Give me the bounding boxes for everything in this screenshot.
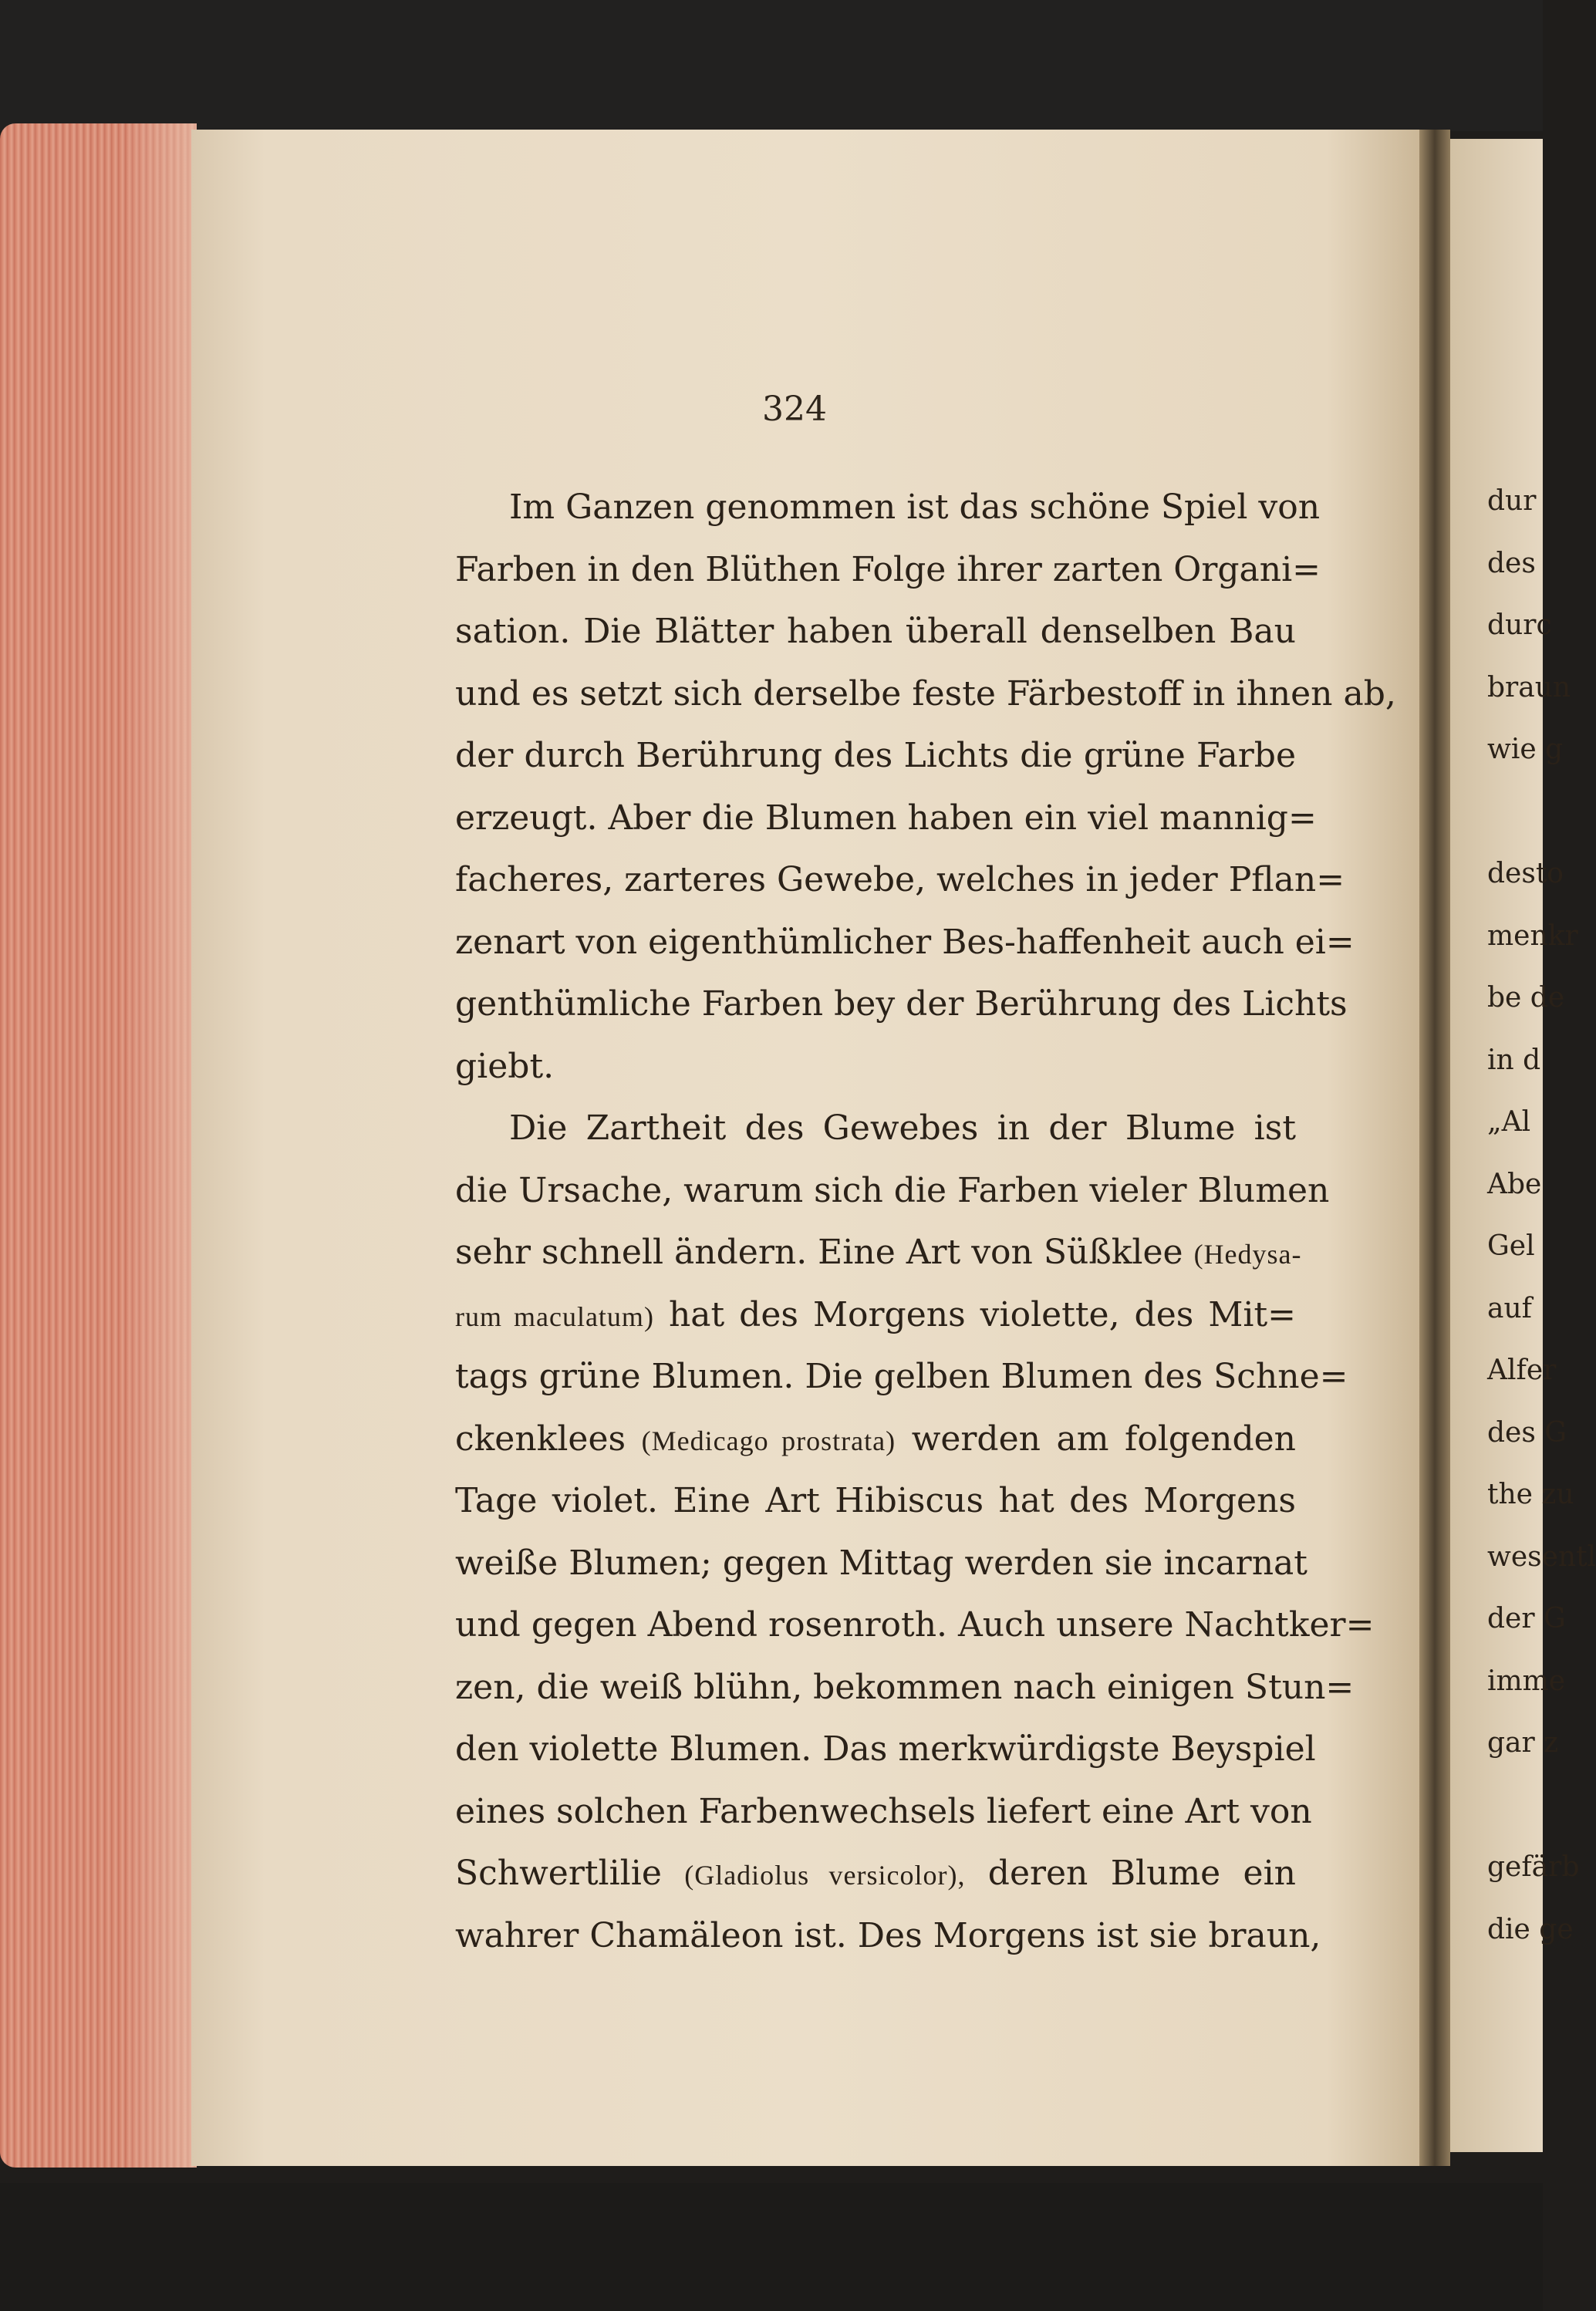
facing-line: Alfer: [1487, 1355, 1557, 1386]
text-line: den violette Blumen. Das merkwürdigste Beyspiel: [455, 1729, 1316, 1769]
text-segment: Schwertlilie: [455, 1854, 662, 1893]
text-line: der durch Berührung des Lichts die grüne Farbe: [455, 736, 1296, 775]
facing-line: die ge: [1487, 1913, 1574, 1945]
facing-line: dur: [1487, 485, 1537, 517]
facing-line: der G: [1487, 1603, 1566, 1635]
text-segment: sehr schnell ändern. Eine Art von Süßklee: [455, 1233, 1183, 1272]
text-line: Farben in den Blüthen Folge ihrer zarten Organi=: [455, 549, 1321, 589]
facing-line: be de: [1487, 982, 1565, 1014]
facing-line: des G: [1487, 1416, 1567, 1449]
text-line: tags grüne Blumen. Die gelben Blumen des Schne=: [455, 1357, 1348, 1396]
facing-line: Gel: [1487, 1230, 1535, 1262]
text-line: Tage violet. Eine Art Hibiscus hat des Morgens: [455, 1481, 1296, 1520]
text-segment: werden am folgenden: [911, 1419, 1296, 1459]
text-line: zenart von eigenthümlicher Bes-haffenheit auch ei=: [455, 922, 1355, 962]
facing-line: gar z: [1487, 1727, 1559, 1759]
text-line: weiße Blumen; gegen Mittag werden sie incarnat: [455, 1543, 1308, 1583]
text-line: [455, 1843, 1296, 1905]
page-edges: [0, 123, 197, 2168]
facing-line: [1487, 781, 1549, 844]
facing-line: imme: [1487, 1665, 1566, 1697]
text-segment: deren Blume ein: [987, 1854, 1296, 1893]
text-line: sation. Die Blätter haben überall denselben Bau: [455, 612, 1296, 651]
text-line: und gegen Abend rosenroth. Auch unsere Nachtker=: [455, 1605, 1375, 1645]
book-cover-bottom: [0, 2183, 1543, 2311]
facing-line: durc: [1487, 609, 1552, 641]
text-line: giebt.: [455, 1046, 555, 1086]
text-segment: ckenklees: [455, 1419, 626, 1459]
latin-name: (Hedysa-: [1193, 1239, 1302, 1270]
text-line: Die Zartheit des Gewebes in der Blume ist: [509, 1108, 1296, 1148]
facing-line: auf: [1487, 1292, 1532, 1324]
book-gutter: [1419, 130, 1450, 2166]
facing-line: in d: [1487, 1044, 1541, 1076]
facing-line: „Al: [1487, 1106, 1531, 1138]
text-line: [455, 1222, 1302, 1284]
text-line: und es setzt sich derselbe feste Färbestoff in ihnen ab,: [455, 673, 1396, 714]
text-segment: hat des Morgens violette, des Mit=: [668, 1294, 1297, 1334]
text-line: zen, die weiß blühn, bekommen nach einigen Stun=: [455, 1667, 1355, 1707]
text-line: [455, 1409, 1296, 1471]
latin-name: (Medicago prostrata): [641, 1425, 896, 1456]
text-line: die Ursache, warum sich die Farben vieler Blumen: [455, 1170, 1330, 1210]
latin-name: rum maculatum): [455, 1301, 654, 1332]
page-body-text: [455, 477, 1396, 1967]
text-line: facheres, zarteres Gewebe, welches in jeder Pflan=: [455, 860, 1345, 899]
facing-line: braun: [1487, 671, 1571, 703]
text-line: genthümliche Farben bey der Berührung des Lichts: [455, 984, 1348, 1024]
facing-line: Abe: [1487, 1168, 1542, 1200]
facing-line: the zu: [1487, 1479, 1574, 1510]
facing-page-text: [1487, 471, 1596, 1961]
facing-line: gefärb: [1487, 1851, 1580, 1883]
facing-line: desto: [1487, 858, 1564, 889]
facing-line: menkr: [1487, 919, 1578, 952]
text-line: wahrer Chamäleon ist. Des Morgens ist sie braun,: [455, 1915, 1321, 1955]
text-line: [455, 1284, 1296, 1347]
page-number: 324: [762, 390, 827, 429]
text-line: erzeugt. Aber die Blumen haben ein viel mannig=: [455, 798, 1317, 838]
text-line: Im Ganzen genommen ist das schöne Spiel von: [509, 488, 1321, 527]
facing-line: [1487, 1775, 1549, 1837]
facing-line: wie g: [1487, 734, 1564, 765]
text-line: eines solchen Farbenwechsels liefert eine Art von: [455, 1791, 1312, 1831]
facing-line: wesentl: [1487, 1540, 1596, 1573]
latin-name: (Gladiolus versicolor),: [684, 1860, 966, 1891]
facing-line: des: [1487, 547, 1536, 579]
book-cover-top: [0, 0, 1543, 131]
